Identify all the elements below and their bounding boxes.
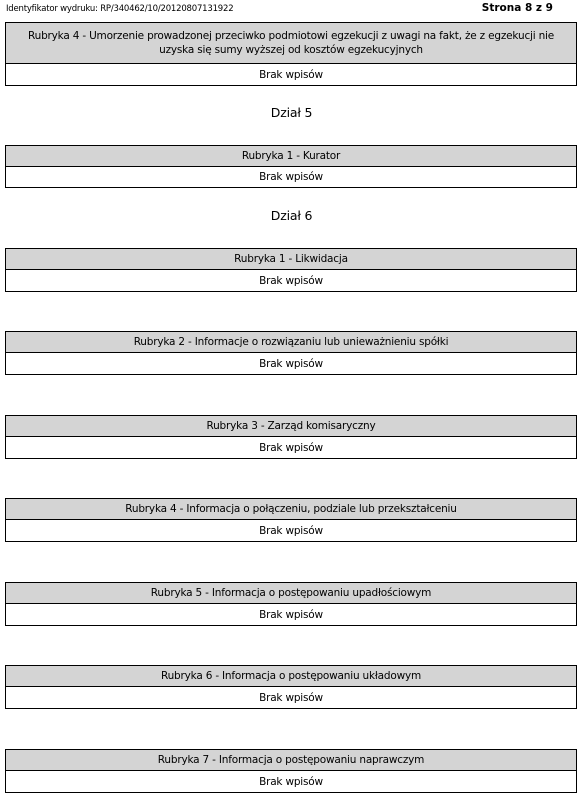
rubric-title: Rubryka 4 - Informacja o połączeniu, podziale lub przekształceniu [6,499,576,520]
rubric-value: Brak wpisów [6,437,576,458]
rubric-box [5,498,577,542]
rubric-title: Rubryka 3 - Zarząd komisaryczny [6,416,576,437]
rubric-box [5,145,577,188]
rubric-title: Rubryka 6 - Informacja o postępowaniu układowym [6,666,576,687]
section-title: Dział 5 [270,105,313,120]
rubric-value: Brak wpisów [6,167,576,187]
rubric-title: Rubryka 1 - Likwidacja [6,249,576,270]
rubric-value: Brak wpisów [6,687,576,708]
rubric-box [5,331,577,375]
rubric-title: Rubryka 7 - Informacja o postępowaniu naprawczym [6,750,576,771]
page-number: Strona 8 z 9 [481,2,553,14]
rubric-title: Rubryka 2 - Informacje o rozwiązaniu lub unieważnieniu spółki [6,332,576,353]
rubric-value: Brak wpisów [6,353,576,374]
rubric-title: Rubryka 4 - Umorzenie prowadzonej przeciwko podmiotowi egzekucji z uwagi na fakt, że z egzekucji nie uzyska się sumy wyższej od kosztów egzekucyjnych [6,23,576,64]
rubric-value: Brak wpisów [6,604,576,625]
rubric-value: Brak wpisów [6,64,576,85]
print-identifier: Identyfikator wydruku: RP/340462/10/20120807131922 [6,4,234,14]
rubric-value: Brak wpisów [6,771,576,792]
rubric-box [5,749,577,793]
rubric-value: Brak wpisów [6,520,576,541]
section-title: Dział 6 [270,208,313,223]
rubric-value: Brak wpisów [6,270,576,291]
rubric-title: Rubryka 1 - Kurator [6,146,576,167]
rubric-box [5,22,577,86]
rubric-box [5,248,577,292]
rubric-box [5,415,577,459]
rubric-box [5,582,577,626]
rubric-box [5,665,577,709]
rubric-title: Rubryka 5 - Informacja o postępowaniu upadłościowym [6,583,576,604]
